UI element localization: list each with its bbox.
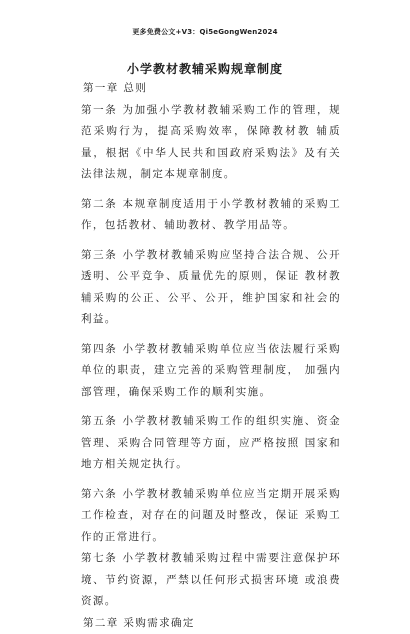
article-6: 第六条 小学教材教辅采购单位应当定期开展采购工作检查，对存在的问题及时整改，保证 采购工作的正常进行。 [73,484,341,549]
article-4: 第四条 小学教材教辅采购单位应当依法履行采购单位的职责，建立完善的采购管理制度， 加强内部管理，确保采购工作的顺利实施。 [73,339,341,404]
header-note: 更多免费公文+V3：Qi5eGongWen2024 [0,27,410,37]
document-title: 小学教材教辅采购规章制度 [0,60,410,77]
chapter-heading-2: 第二章 采购需求确定 [73,613,341,634]
article-3: 第三条 小学教材教辅采购应坚持合法合规、公开透明、公平竞争、质量优先的原则，保证 教材教辅采购的公正、公平、公开，维护国家和社会的利益。 [73,245,341,331]
article-2: 第二条 本规章制度适用于小学教材教辅的采购工作，包括教材、辅助教材、教学用品等。 [73,194,341,237]
chapter-heading-1: 第一章 总则 [73,78,341,100]
article-1: 第一条 为加强小学教材教辅采购工作的管理，规范采购行为，提高采购效率，保障教材教 辅质量，根据《中华人民共和国政府采购法》及有关法律法规，制定本规章制度。 [73,100,341,186]
article-7: 第七条 小学教材教辅采购过程中需要注意保护环境、节约资源，严禁以任何形式损害环境 或浪费资源。 [73,548,341,613]
article-5: 第五条 小学教材教辅采购工作的组织实施、资金管理、采购合同管理等方面，应严格按照 国家和地方相关规定执行。 [73,411,341,476]
document-body [73,78,341,634]
